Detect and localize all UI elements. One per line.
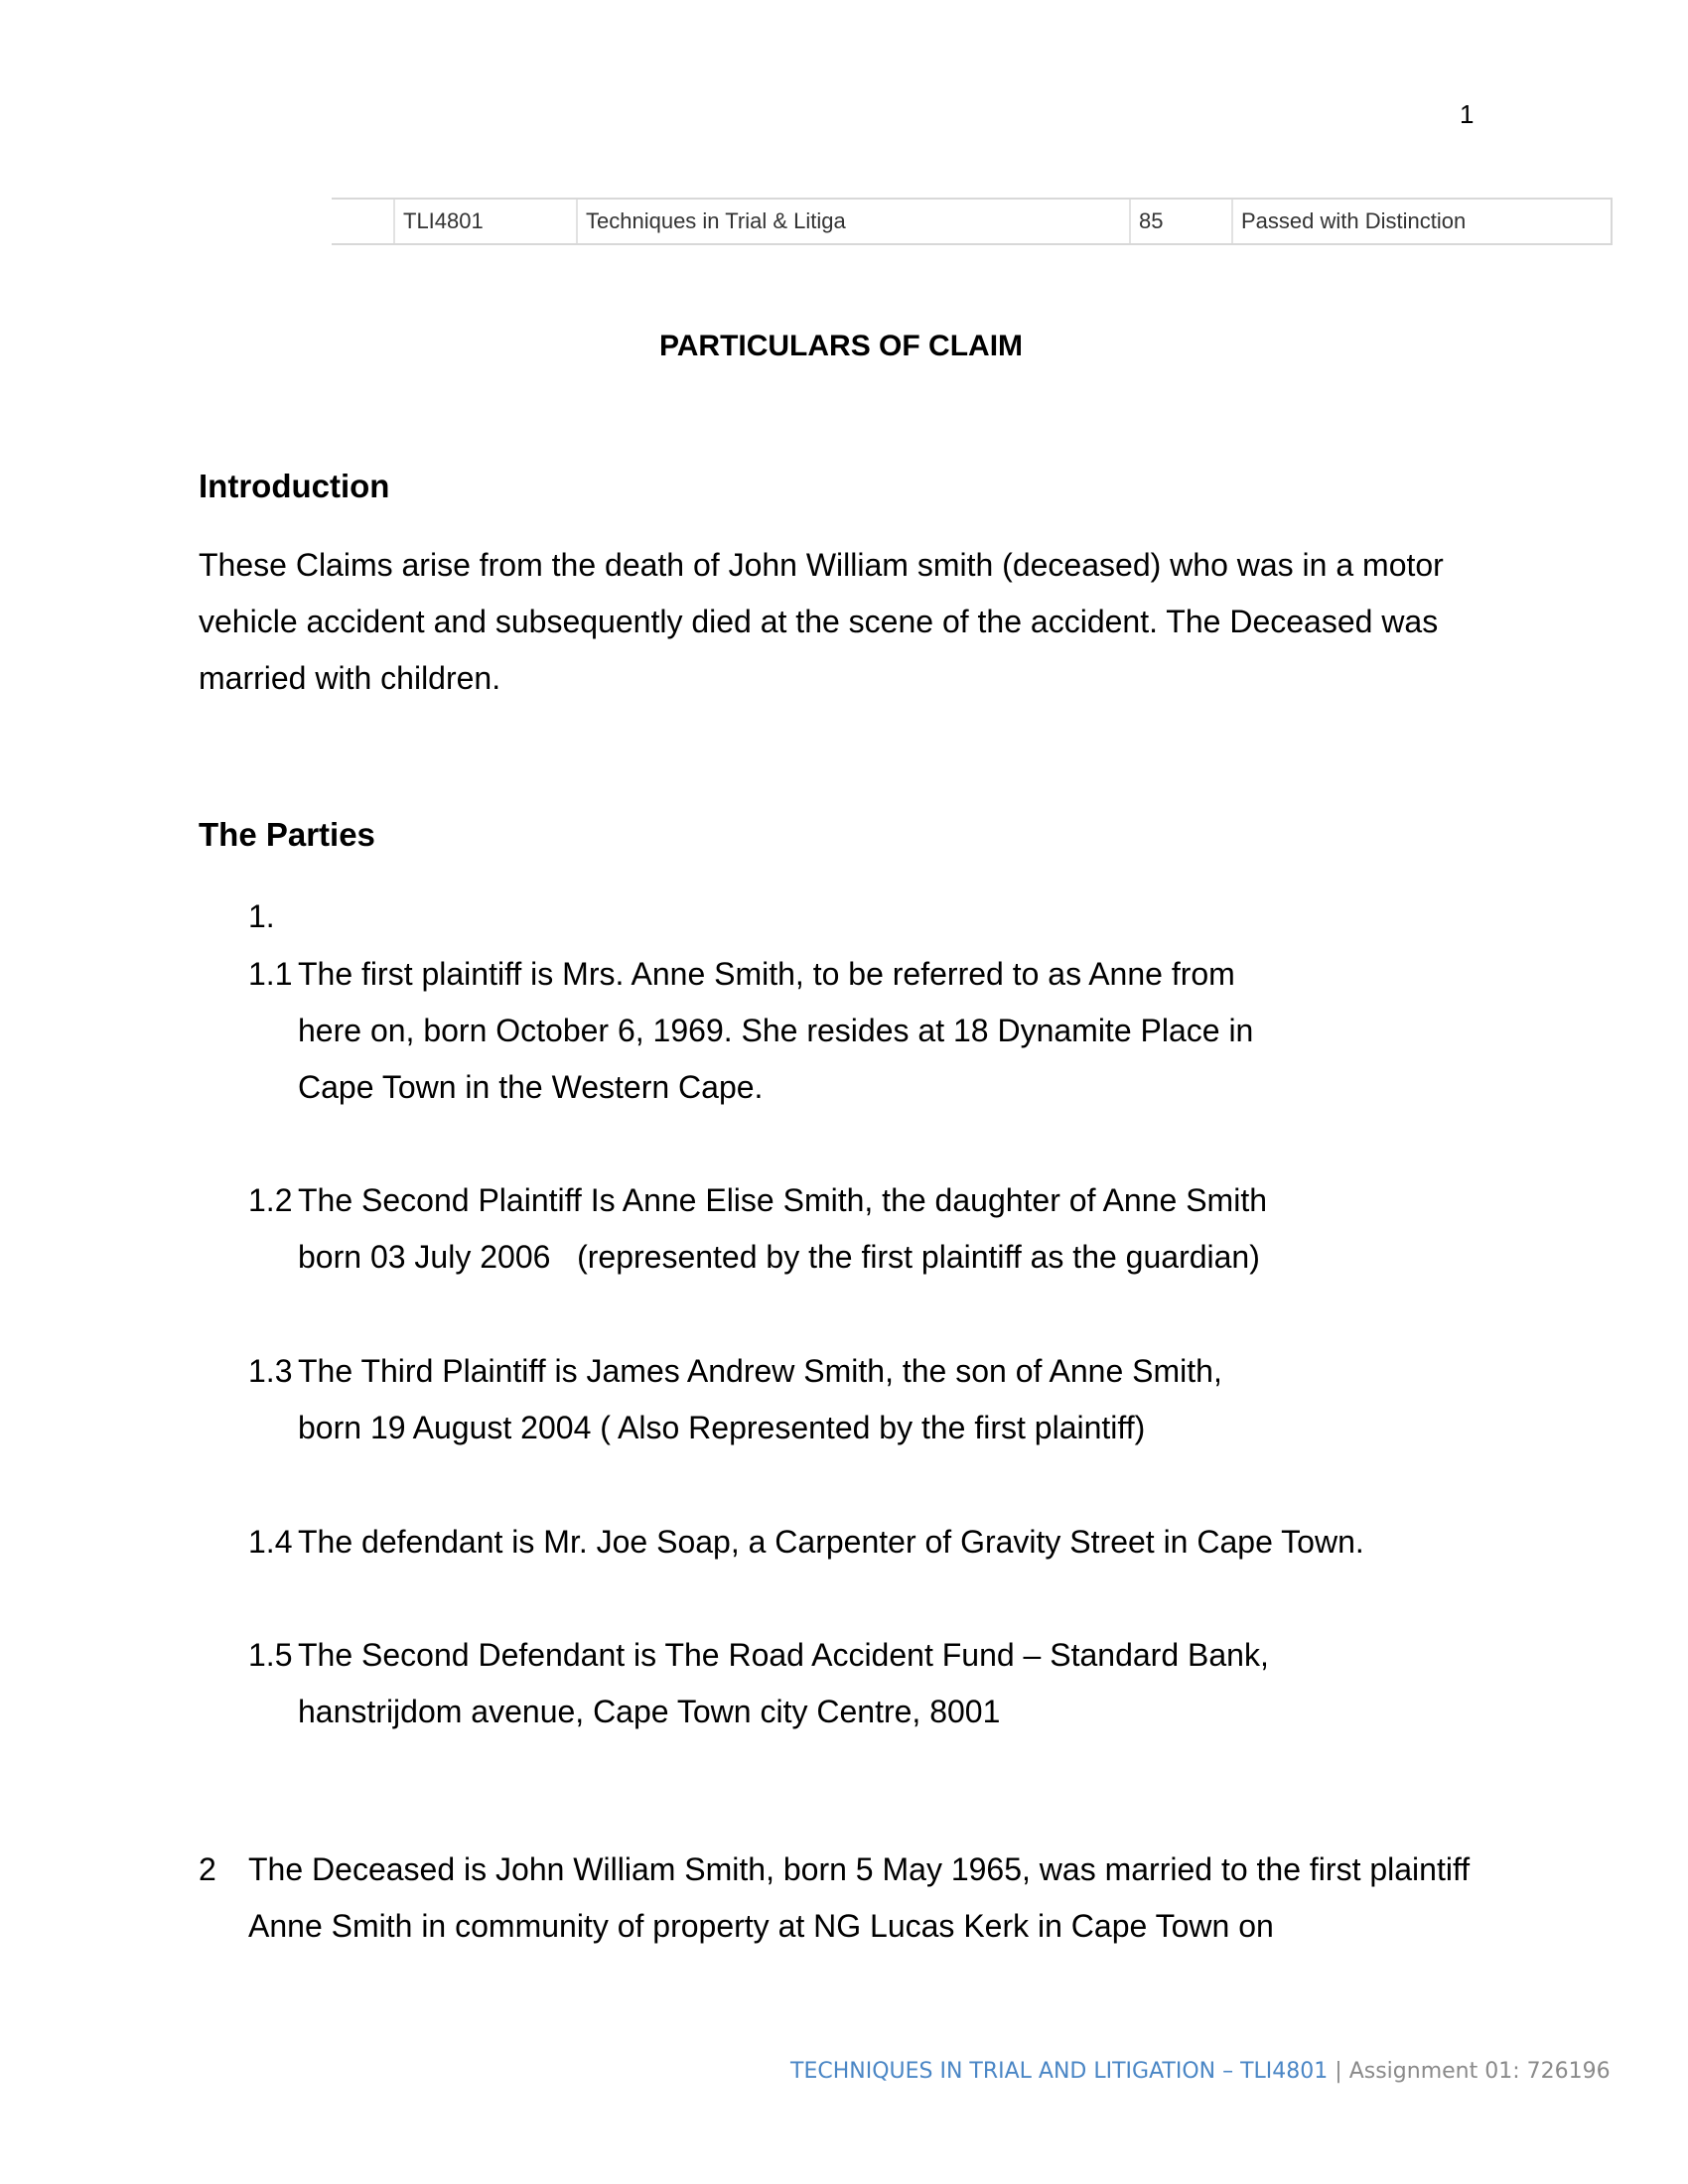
document-title: PARTICULARS OF CLAIM xyxy=(658,330,1024,362)
parties-heading: The Parties xyxy=(199,816,375,853)
deceased-text: The Deceased is John William Smith, born 5 May 1965, was married to the first plaintiff Anne Smith in community of property at NG Lucas Kerk in Cape Town on xyxy=(248,1851,1471,1944)
page-footer xyxy=(790,2059,1611,2084)
party-item-number: 1.1 xyxy=(248,956,293,992)
footer-separator: | xyxy=(1335,2059,1342,2084)
party-item-text: The Second Plaintiff Is Anne Elise Smith, the daughter of Anne Smith born 03 July 2006 (represented by the first plaintiff as the guardian) xyxy=(298,1182,1276,1275)
grade-blank-cell xyxy=(332,199,394,244)
party-item-text: The Second Defendant is The Road Accident Fund – Standard Bank, hanstrijdom avenue, Cape Town city Centre, 8001 xyxy=(298,1637,1269,1729)
grade-result-cell: Passed with Distinction xyxy=(1232,199,1612,244)
grade-module-cell: Techniques in Trial & Litiga xyxy=(577,199,1130,244)
party-item-1-2 xyxy=(248,1172,1291,1286)
party-item-1-1 xyxy=(248,946,1291,1116)
footer-assignment: Assignment 01: 726196 xyxy=(1348,2059,1611,2084)
party-item-number: 1.2 xyxy=(248,1182,293,1218)
parties-list-number xyxy=(248,888,275,945)
grade-code-cell: TLI4801 xyxy=(394,199,577,244)
party-item-text: The defendant is Mr. Joe Soap, a Carpenter of Gravity Street in Cape Town. xyxy=(298,1524,1364,1560)
party-item-1-5 xyxy=(248,1627,1291,1740)
footer-course: TECHNIQUES IN TRIAL AND LITIGATION – TLI4801 xyxy=(790,2059,1329,2084)
party-item-1-4 xyxy=(248,1514,1440,1570)
party-item-text: The first plaintiff is Mrs. Anne Smith, to be referred to as Anne from here on, born October 6, 1969. She resides at 18 Dynamite Place in Cape Town in the Western Cape. xyxy=(298,956,1254,1105)
introduction-paragraph: These Claims arise from the death of John William smith (deceased) who was in a motor vehicle accident and subsequently died at the scene of the accident. The Deceased was married with children. xyxy=(199,547,1444,696)
party-item-text: The Third Plaintiff is James Andrew Smith, the son of Anne Smith, born 19 August 2004 ( Also Represented by the first plaintiff) xyxy=(298,1353,1222,1445)
party-item-number: 1.5 xyxy=(248,1637,293,1673)
list-number: 1. xyxy=(248,898,275,934)
introduction-heading: Introduction xyxy=(199,468,390,504)
deceased-paragraph xyxy=(199,1842,1489,1955)
party-item-number: 1.3 xyxy=(248,1353,293,1389)
page-number: 1 xyxy=(1460,99,1475,129)
grade-mark-cell: 85 xyxy=(1130,199,1232,244)
deceased-number: 2 xyxy=(199,1851,216,1887)
party-item-number: 1.4 xyxy=(248,1524,293,1560)
party-item-1-3 xyxy=(248,1343,1291,1456)
grade-table xyxy=(332,198,1613,245)
grade-table-row xyxy=(332,199,1612,244)
